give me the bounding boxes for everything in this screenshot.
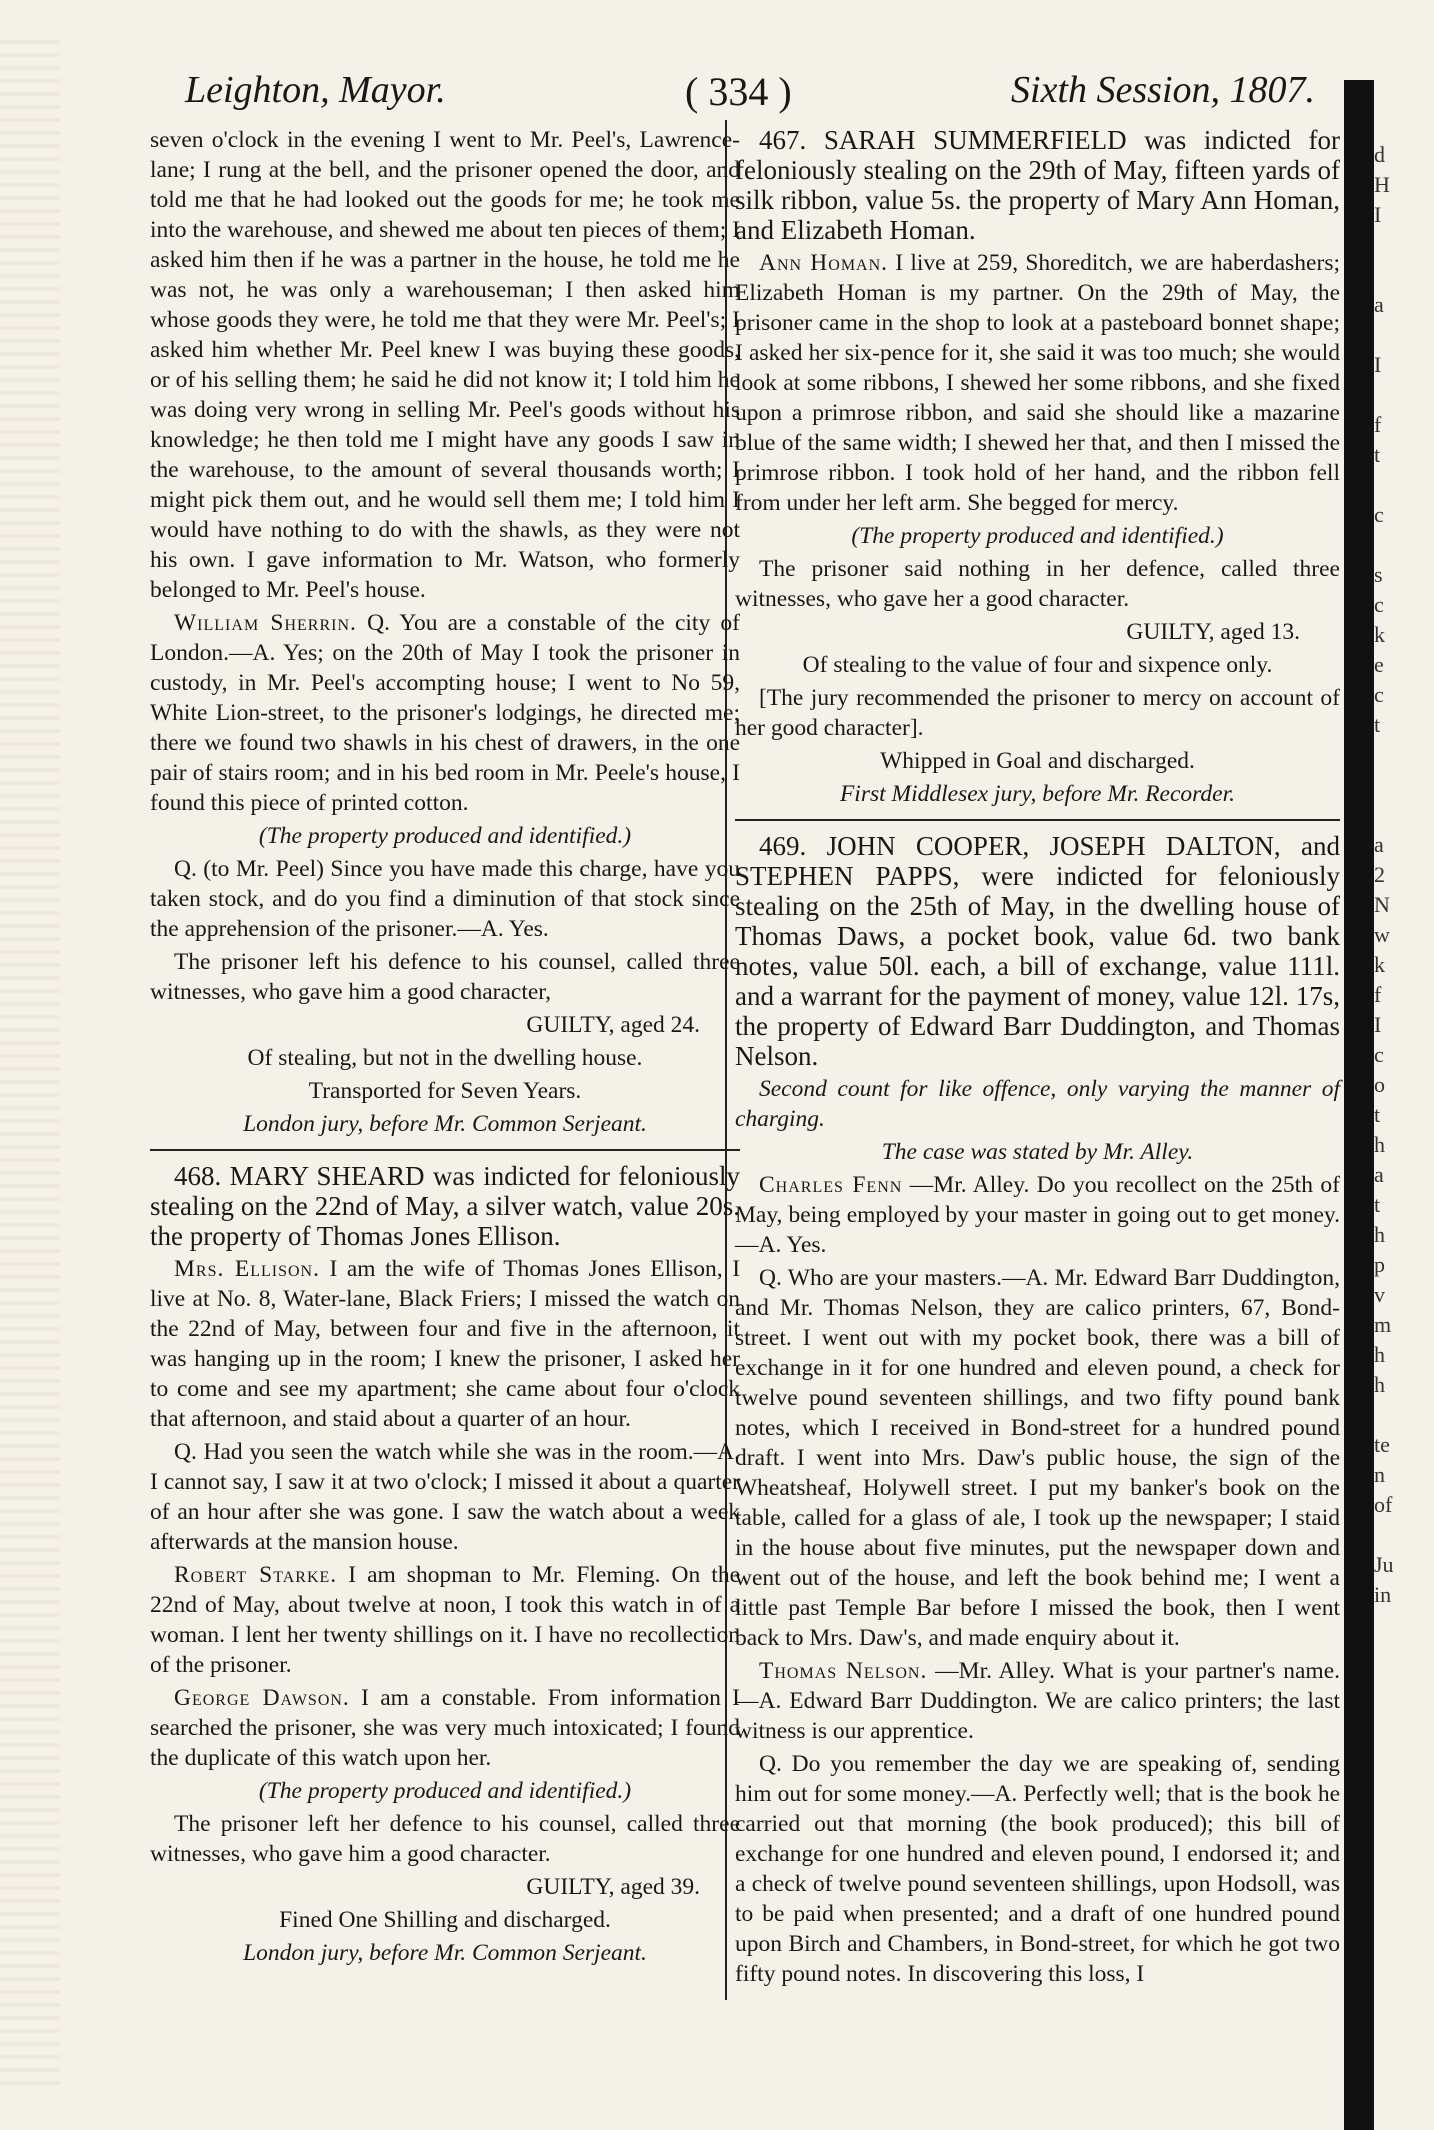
paragraph: Q. Do you remember the day we are speaking of, sending him out for some money.—A. Perfectly well; that is the book he carried out that morning (the book produced); this bill of exchange for one hundred and eleven pound, I endorsed it; and a check of twelve pound seventeen shillings, upon Hodsoll, was to be paid when presented; and a draft of one hundred pound upon Birch and Chambers, in Bond-street, for which he got two fifty pound notes. In discovering this loss, I <box>735 1751 1340 1987</box>
witness-name: Thomas Nelson. <box>759 1658 928 1684</box>
edge-fragment: k <box>1374 622 1385 647</box>
case-divider <box>150 1149 740 1151</box>
edge-fragment <box>1374 380 1434 410</box>
edge-fragment <box>1374 800 1434 830</box>
witness-name: William Sherrin. <box>174 610 357 636</box>
edge-fragment: f <box>1374 412 1382 437</box>
case-heading: 468. MARY SHEARD was indicted for feloniously stealing on the 22nd of May, a silver watch, value 20s. the property of Thomas Jones Ellison. <box>150 1161 740 1251</box>
left-margin-scan-noise <box>0 40 60 2090</box>
header-left: Leighton, Mayor. <box>185 69 446 111</box>
edge-fragment <box>1374 80 1434 110</box>
edge-fragment: I <box>1374 1012 1382 1037</box>
edge-fragment <box>1374 770 1434 800</box>
verdict: GUILTY, aged 13. <box>1126 619 1300 645</box>
edge-fragment: f <box>1374 982 1382 1007</box>
edge-fragment: t <box>1374 712 1381 737</box>
case-divider <box>735 819 1340 821</box>
edge-fragment <box>1374 260 1434 290</box>
jury: First Middlesex jury, before Mr. Recorder. <box>839 781 1236 807</box>
edge-fragment: k <box>1374 952 1385 977</box>
edge-fragment: n <box>1374 1462 1385 1487</box>
edge-fragment: h <box>1374 1372 1385 1397</box>
paragraph: Second count for like offence, only varying the manner of charging. <box>735 1076 1340 1132</box>
verdict-detail: Of stealing to the value of four and sixpence only. <box>802 652 1273 678</box>
edge-fragment: I <box>1374 352 1382 377</box>
edge-fragment: c <box>1374 682 1384 707</box>
verdict-detail: Of stealing, but not in the dwelling house. <box>247 1045 643 1071</box>
verdict: GUILTY, aged 39. <box>526 1874 700 1900</box>
note: The case was stated by Mr. Alley. <box>881 1139 1194 1165</box>
edge-fragment: v <box>1374 1282 1385 1307</box>
note: (The property produced and identified.) <box>258 823 632 849</box>
page-header <box>185 68 1315 128</box>
edge-fragment: c <box>1374 1042 1384 1067</box>
testimony: I live at 259, Shoreditch, we are haberdashers; Elizabeth Homan is my partner. On the 29th of May, the prisoner came in the shop to look at a pasteboard bonnet shape; I asked her six-pence for it, she said it was too much; she would look at some ribbons, I shewed her some ribbons, and she fixed upon a primrose ribbon, and said she should like a mazarine blue of the same width; I shewed her that, and then I missed the primrose ribbon. I took hold of her hand, and the ribbon fell from under her left arm. She begged for mercy. <box>735 250 1340 516</box>
edge-fragment: t <box>1374 1102 1381 1127</box>
page-number: ( 334 ) <box>685 69 792 114</box>
edge-fragment: t <box>1374 442 1381 467</box>
note: (The property produced and identified.) <box>258 1778 632 1804</box>
edge-fragment: o <box>1374 1072 1385 1097</box>
edge-fragment: p <box>1374 1252 1385 1277</box>
edge-fragment: h <box>1374 1222 1385 1247</box>
paragraph <box>150 1560 740 1680</box>
edge-fragment: h <box>1374 1342 1385 1367</box>
edge-fragment: e <box>1374 652 1384 677</box>
edge-fragment: in <box>1374 1582 1392 1607</box>
testimony: —Mr. Alley. What is your partner's name.—A. Edward Barr Duddington. We are calico printers; the last witness is our apprentice. <box>735 1658 1340 1744</box>
edge-fragment <box>1374 1520 1434 1550</box>
edge-fragment: d <box>1374 142 1385 167</box>
page-edge-shadow <box>1344 80 1374 2130</box>
edge-fragment <box>1374 230 1434 260</box>
testimony: I am a constable. From information I searched the prisoner, she was very much intoxicated; I found the duplicate of this watch upon her. <box>150 1685 741 1771</box>
paragraph: Q. (to Mr. Peel) Since you have made this charge, have you taken stock, and do you find a diminution of that stock since the apprehension of the prisoner.—A. Yes. <box>150 856 740 942</box>
edge-fragment: 2 <box>1374 862 1385 887</box>
paragraph <box>150 608 740 818</box>
edge-fragment: t <box>1374 1192 1381 1217</box>
edge-fragment <box>1374 320 1434 350</box>
note: [The jury recommended the prisoner to mercy on account of her good character]. <box>735 685 1340 741</box>
witness-name: George Dawson. <box>174 1685 350 1711</box>
jury: London jury, before Mr. Common Serjeant. <box>243 1111 647 1137</box>
header-right: Sixth Session, 1807. <box>1011 69 1315 111</box>
edge-fragment <box>1374 470 1434 500</box>
witness-name: Ann Homan. <box>759 250 889 276</box>
edge-fragment: te <box>1374 1432 1390 1457</box>
paragraph: Q. Who are your masters.—A. Mr. Edward Barr Duddington, and Mr. Thomas Nelson, they are calico printers, 67, Bond-street. I went out with my pocket book, there was a bill of exchange in it for one hundred and eleven pound, a check for twelve pound seventeen shillings, and two fifty pound bank notes, which I received in Bond-street for a hundred pound draft. I went into Mrs. Daw's public house, the sign of the Wheatsheaf, Holywell street. I put my banker's book on the table, called for a glass of ale, I took up the newspaper; I staid in the house about five minutes, put the newspaper down and went out of the house, and left the book behind me; I went a little past Temple Bar before I missed the book, then I went back to Mrs. Daw's, and made enquiry about it. <box>735 1265 1340 1651</box>
edge-fragment <box>1374 1400 1434 1430</box>
edge-fragment: of <box>1374 1492 1393 1517</box>
paragraph: The prisoner said nothing in her defence, called three witnesses, who gave her a good character. <box>735 556 1340 612</box>
paragraph <box>735 1656 1340 1746</box>
witness-name: Mrs. Ellison. <box>174 1256 320 1282</box>
edge-fragment: I <box>1374 202 1382 227</box>
edge-fragment: m <box>1374 1312 1392 1337</box>
sentence: Fined One Shilling and discharged. <box>279 1907 611 1933</box>
edge-fragment: Ju <box>1374 1552 1394 1577</box>
edge-fragment: a <box>1374 832 1384 857</box>
testimony: —Mr. Alley. Do you recollect on the 25th of May, being employed by your master in going out to get money.—A. Yes. <box>735 1172 1341 1258</box>
witness-name: Charles Fenn <box>759 1172 903 1198</box>
paragraph <box>150 1254 740 1434</box>
facing-page-fragments <box>1374 80 1434 1980</box>
edge-fragment <box>1374 740 1434 770</box>
case-heading: 469. JOHN COOPER, JOSEPH DALTON, and STEPHEN PAPPS, were indicted for feloniously stealing on the 25th of May, in the dwelling house of Thomas Daws, a pocket book, value 6d. two bank notes, value 50l. each, a bill of exchange, value 111l. and a warrant for the payment of money, value 12l. 17s, the property of Edward Barr Duddington, and Thomas Nelson. <box>735 831 1340 1071</box>
edge-fragment: c <box>1374 502 1384 527</box>
testimony: I am shopman to Mr. Fleming. On the 22nd of May, about twelve at noon, I took this watch in of a woman. I lent her twenty shillings on it. I have no recollection of the prisoner. <box>150 1562 740 1678</box>
edge-fragment: h <box>1374 1132 1385 1157</box>
right-column <box>735 125 1340 1992</box>
edge-fragment: s <box>1374 562 1383 587</box>
left-column <box>150 125 740 1971</box>
edge-fragment: c <box>1374 592 1384 617</box>
edge-fragment: N <box>1374 892 1390 917</box>
paragraph <box>150 1683 740 1773</box>
edge-fragment: H <box>1374 172 1390 197</box>
case-heading: 467. SARAH SUMMERFIELD was indicted for feloniously stealing on the 29th of May, fifteen yards of silk ribbon, value 5s. the property of Mary Ann Homan, and Elizabeth Homan. <box>735 125 1340 245</box>
edge-fragment: a <box>1374 1162 1384 1187</box>
edge-fragment <box>1374 110 1434 140</box>
testimony: I am the wife of Thomas Jones Ellison, I live at No. 8, Water-lane, Black Friers; I missed the watch on the 22nd of May, between four and five in the afternoon, it was hanging up in the room; I knew the prisoner, I asked her to come and see my apartment; she came about four o'clock that afternoon, and staid about a quarter of an hour. <box>150 1256 741 1432</box>
paragraph: The prisoner left her defence to his counsel, called three witnesses, who gave him a good character. <box>150 1811 740 1867</box>
note: (The property produced and identified.) <box>851 523 1224 549</box>
sentence: Transported for Seven Years. <box>308 1078 582 1104</box>
verdict: GUILTY, aged 24. <box>526 1012 700 1038</box>
paragraph: Q. Had you seen the watch while she was in the room.—A. I cannot say, I saw it at two o'clock; I missed it about a quarter of an hour after she was gone. I saw the watch about a week afterwards at the mansion house. <box>150 1439 740 1555</box>
edge-fragment: a <box>1374 292 1384 317</box>
paragraph: The prisoner left his defence to his counsel, called three witnesses, who gave him a good character, <box>150 949 740 1005</box>
paragraph <box>735 248 1340 518</box>
edge-fragment: w <box>1374 922 1390 947</box>
sentence: Whipped in Goal and discharged. <box>880 748 1195 774</box>
jury: London jury, before Mr. Common Serjeant. <box>243 1940 647 1966</box>
paragraph: seven o'clock in the evening I went to Mr. Peel's, Lawrence-lane; I rung at the bell, and the prisoner opened the door, and told me that he had looked out the goods for me; he took me into the warehouse, and shewed me about ten pieces of them; I asked him then if he was a partner in the house, he told me he was not, he was only a warehouseman; I then asked him whose goods they were, he told me that they were Mr. Peel's; I asked him whether Mr. Peel knew I was buying these goods, or of his selling them; he said he did not know it; I told him he was doing very wrong in selling Mr. Peel's goods without his knowledge; he then told me I might have any goods I saw in the warehouse, to the amount of several thousands worth; I might pick them out, and he would sell them me; I told him I would have nothing to do with the shawls, as they were not his own. I gave information to Mr. Watson, who formerly belonged to Mr. Peel's house. <box>150 127 740 603</box>
edge-fragment <box>1374 530 1434 560</box>
witness-name: Robert Starke. <box>174 1562 338 1588</box>
paragraph <box>735 1170 1340 1260</box>
testimony: Q. You are a constable of the city of London.—A. Yes; on the 20th of May I took the prisoner in custody, in Mr. Peel's accompting house; I went to No 59, White Lion-street, to the prisoner's lodgings, he directed me; there we found two shawls in his chest of drawers, in the one pair of stairs room; and in his bed room in Mr. Peele's house, I found this piece of printed cotton. <box>150 610 740 816</box>
